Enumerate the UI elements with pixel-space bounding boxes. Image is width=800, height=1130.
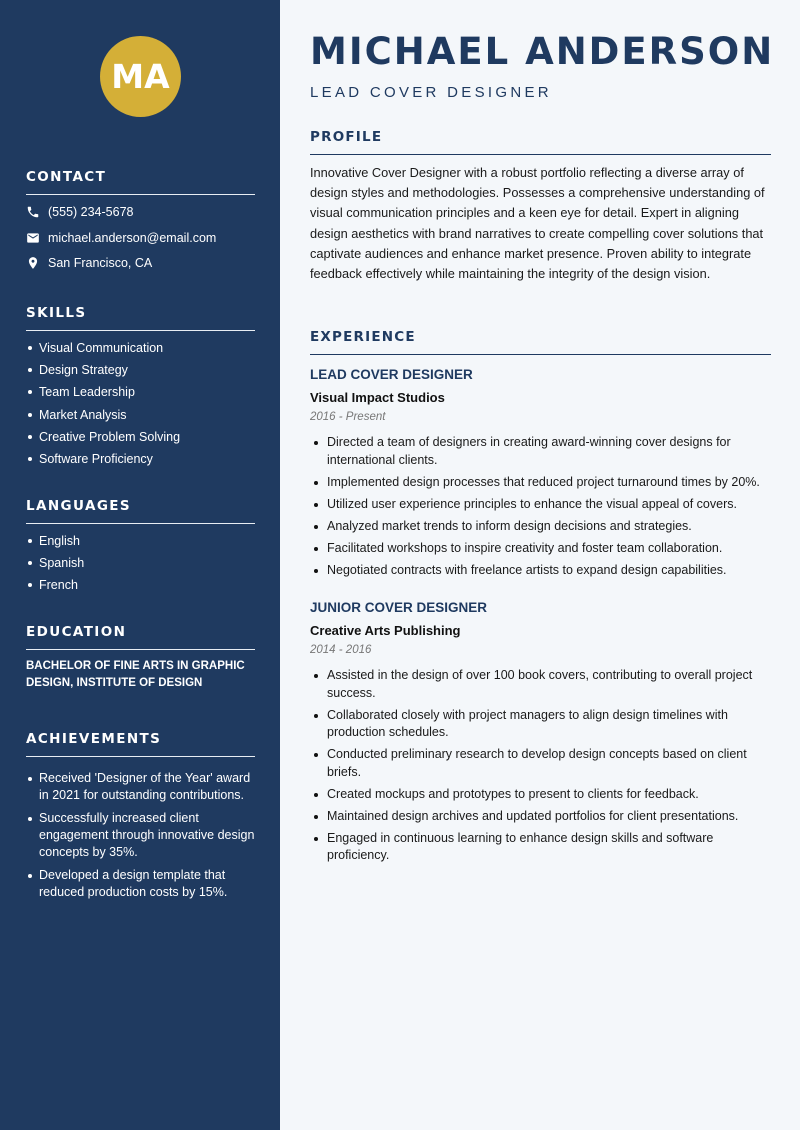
job-bullet: Conducted preliminary research to develop design concepts based on client briefs. — [310, 746, 771, 781]
skills-heading: SKILLS — [26, 305, 255, 331]
location-pin-icon — [26, 256, 40, 270]
job-company: Visual Impact Studios — [310, 390, 445, 405]
job-bullet: Negotiated contracts with freelance artists to expand design capabilities. — [310, 562, 771, 580]
job-bullet: Utilized user experience principles to enhance the visual appeal of covers. — [310, 496, 771, 514]
job-bullet: Directed a team of designers in creating award-winning cover designs for international clients. — [310, 434, 771, 469]
experience-heading: EXPERIENCE — [310, 329, 771, 355]
job-bullets — [310, 434, 771, 584]
job-title: LEAD COVER DESIGNER — [310, 367, 473, 382]
job-bullet: Maintained design archives and updated portfolios for client presentations. — [310, 808, 771, 826]
contact-phone — [26, 205, 133, 219]
skill-item: Software Proficiency — [26, 448, 255, 470]
profile-heading: PROFILE — [310, 129, 771, 155]
candidate-role: LEAD COVER DESIGNER — [310, 84, 552, 101]
languages-list — [26, 530, 255, 597]
language-item: Spanish — [26, 552, 255, 574]
job-bullet: Facilitated workshops to inspire creativity and foster team collaboration. — [310, 540, 771, 558]
job-bullet: Analyzed market trends to inform design decisions and strategies. — [310, 518, 771, 536]
contact-heading: CONTACT — [26, 169, 255, 195]
achievement-item: Successfully increased client engagement through innovative design concepts by 35%. — [26, 810, 255, 861]
achievement-item: Received 'Designer of the Year' award in 2021 for outstanding contributions. — [26, 770, 255, 804]
job-bullet: Engaged in continuous learning to enhance design skills and software proficiency. — [310, 830, 771, 865]
job-bullet: Collaborated closely with project managers to align design timelines with production schedules. — [310, 707, 771, 742]
job-bullet: Implemented design processes that reduced project turnaround times by 20%. — [310, 474, 771, 492]
job-title: JUNIOR COVER DESIGNER — [310, 600, 488, 615]
achievement-item: Developed a design template that reduced production costs by 15%. — [26, 867, 255, 901]
sidebar — [0, 0, 280, 1130]
skill-item: Creative Problem Solving — [26, 426, 255, 448]
language-item: French — [26, 574, 255, 596]
job-dates: 2014 - 2016 — [310, 644, 372, 656]
contact-location — [26, 256, 152, 270]
profile-text: Innovative Cover Designer with a robust portfolio reflecting a diverse array of design styles and methodologies. Possesses a comprehensive understanding of visual communication principles and a keen eye for detail. Expert in aligning design aesthetics with brand narratives to create compelling cover solutions that captivate audiences and enhance market presence. Proven ability to integrate feedback effectively while maintaining the integrity of the design vision. — [310, 165, 765, 282]
achievements-list — [26, 770, 255, 907]
location-text: San Francisco, CA — [48, 256, 153, 270]
job-bullets — [310, 667, 771, 870]
language-item: English — [26, 530, 255, 552]
skill-item: Design Strategy — [26, 359, 255, 381]
email-icon — [26, 231, 40, 245]
contact-email — [26, 231, 216, 245]
education-degree: BACHELOR OF FINE ARTS IN GRAPHIC DESIGN, INSTITUTE OF DESIGN — [26, 660, 245, 689]
job-dates: 2016 - Present — [310, 411, 386, 423]
job-bullet: Created mockups and prototypes to present to clients for feedback. — [310, 786, 771, 804]
candidate-name: MICHAEL ANDERSON — [310, 30, 775, 73]
job-bullet: Assisted in the design of over 100 book covers, contributing to overall project success. — [310, 667, 771, 702]
education-heading: EDUCATION — [26, 624, 255, 650]
skill-item: Visual Communication — [26, 337, 255, 359]
phone-text: (555) 234-5678 — [48, 205, 134, 219]
languages-heading: LANGUAGES — [26, 498, 255, 524]
achievements-heading: ACHIEVEMENTS — [26, 731, 255, 757]
email-text: michael.anderson@email.com — [48, 231, 217, 245]
skill-item: Team Leadership — [26, 381, 255, 403]
job-company: Creative Arts Publishing — [310, 623, 461, 638]
skills-list — [26, 337, 255, 470]
phone-icon — [26, 205, 40, 219]
avatar: MA — [100, 36, 181, 117]
skill-item: Market Analysis — [26, 404, 255, 426]
